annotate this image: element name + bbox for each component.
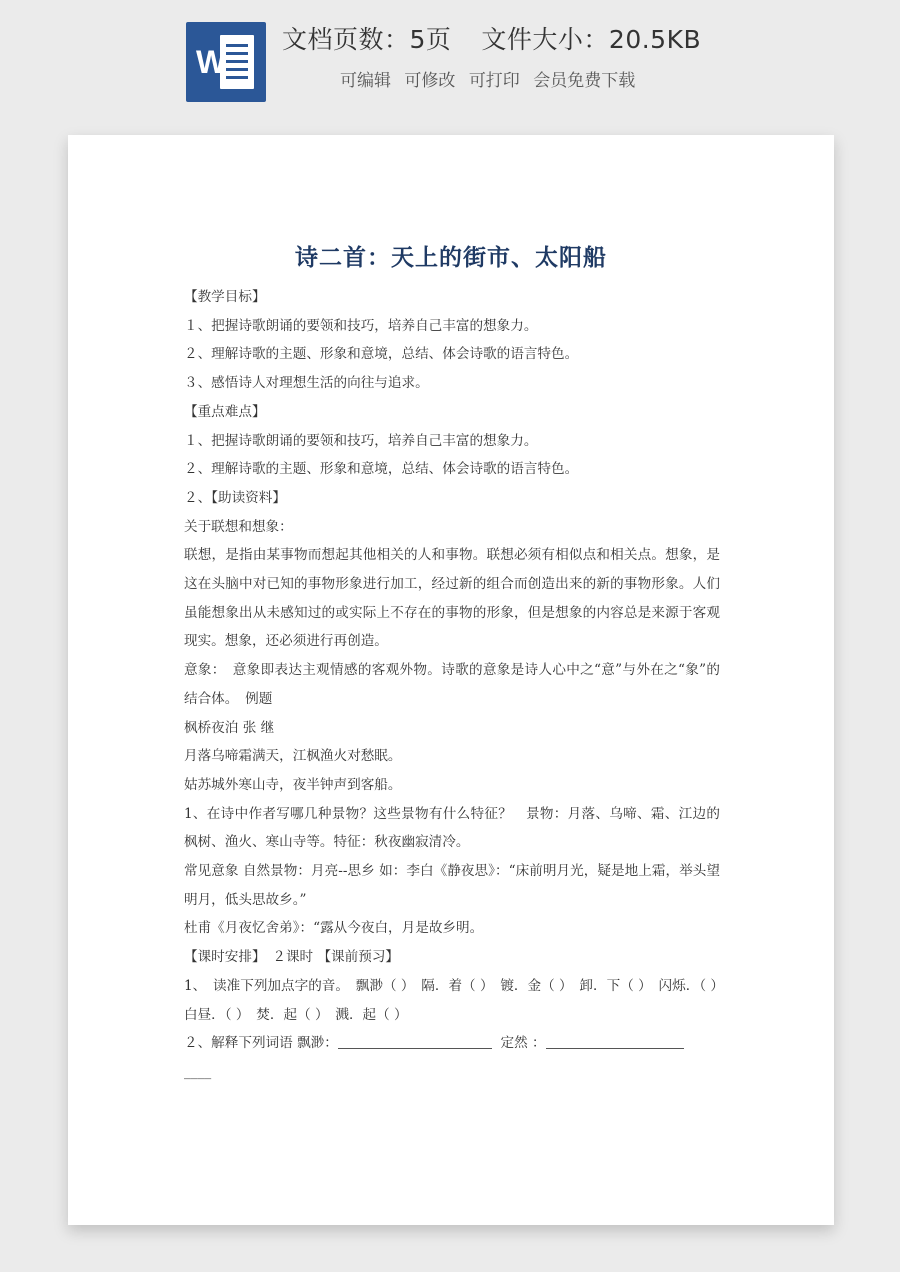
section-heading: 【课时安排】 ２课时 【课前预习】: [184, 949, 400, 966]
paragraph: 联想，是指由某事物而想起其他相关的人和事物。联想必须有相似点和相关点。想象，是这在头脑中对已知的事物形象进行加工，经过新的组合而创造出来的新的事物形象。人们虽能想象出从未感知过的或实际上不存在的事物的形象，但是想象的内容总是来源于客观现实。想象，还必须进行再创造。: [184, 547, 720, 650]
document-body: [184, 283, 724, 1087]
paragraph: 意象： 意象即表达主观情感的客观外物。诗歌的意象是诗人心中之“意”与外在之“象”的结合体。 例题: [184, 662, 720, 707]
file-meta: [282, 20, 722, 56]
document-title: 诗二首：天上的街市、太阳船: [295, 244, 607, 271]
exercise-line: 白昼．（ ） 焚．起（ ） 溅．起（ ）: [184, 1006, 408, 1023]
section-heading: ２、【助读资料】: [184, 489, 286, 506]
paragraph: ３、感悟诗人对理想生活的向往与追求。: [184, 375, 429, 392]
paragraph: ２、理解诗歌的主题、形象和意境，总结、体会诗歌的语言特色。: [184, 346, 579, 363]
exercise-tail: ____: [184, 1063, 212, 1080]
word-icon-letter: W: [196, 44, 227, 80]
tag-modifiable: 可修改: [404, 71, 456, 91]
section-heading: 【重点难点】: [184, 403, 266, 420]
exercise-mid: 定然 ：: [500, 1035, 546, 1052]
document-page: [68, 135, 834, 1225]
poem-title: 枫桥夜泊 张 继: [184, 719, 275, 736]
paragraph: 1、在诗中作者写哪几种景物？这些景物有什么特征？ 景物：月落、乌啼、霜、江边的枫树、渔火、寒山寺等。特征：秋夜幽寂清冷。: [184, 805, 720, 851]
feature-tags: [340, 66, 700, 91]
paragraph: １、把握诗歌朗诵的要领和技巧，培养自己丰富的想象力。: [184, 432, 538, 449]
page-count: 文档页数：5页: [282, 25, 452, 54]
poem-line: 月落乌啼霜满天，江枫渔火对愁眠。: [184, 748, 402, 765]
tag-member-free-download: 会员免费下载: [533, 71, 636, 91]
answer-blank: [546, 1034, 684, 1049]
paragraph: ２、理解诗歌的主题、形象和意境，总结、体会诗歌的语言特色。: [184, 461, 579, 478]
exercise-prefix: ２、解释下列词语 飘渺：: [184, 1035, 338, 1052]
file-size: 文件大小：20.5KB: [481, 25, 702, 54]
answer-blank: [338, 1034, 492, 1049]
tag-printable: 可打印: [468, 71, 520, 91]
poem-line: 姑苏城外寒山寺，夜半钟声到客船。: [184, 776, 402, 793]
exercise-line: [184, 1029, 720, 1058]
paragraph: 关于联想和想象：: [184, 518, 293, 535]
download-header: [0, 0, 900, 120]
word-doc-icon: [186, 22, 266, 102]
paragraph: 杜甫《月夜忆舍弟》：“露从今夜白，月是故乡明。: [184, 920, 484, 937]
section-heading: 【教学目标】: [184, 289, 266, 305]
tag-editable: 可编辑: [340, 71, 391, 91]
paragraph: 常见意象 自然景物：月亮--思乡 如：李白《静夜思》：“床前明月光，疑是地上霜，举头望明月，低头思故乡。”: [184, 863, 720, 908]
exercise-line: 1、 读准下列加点字的音。 飘渺（ ） 隔．着（ ） 镀．金（ ） 卸．下（ ） 闪烁．（ ）: [184, 977, 724, 994]
paragraph: １、把握诗歌朗诵的要领和技巧，培养自己丰富的想象力。: [184, 317, 538, 334]
